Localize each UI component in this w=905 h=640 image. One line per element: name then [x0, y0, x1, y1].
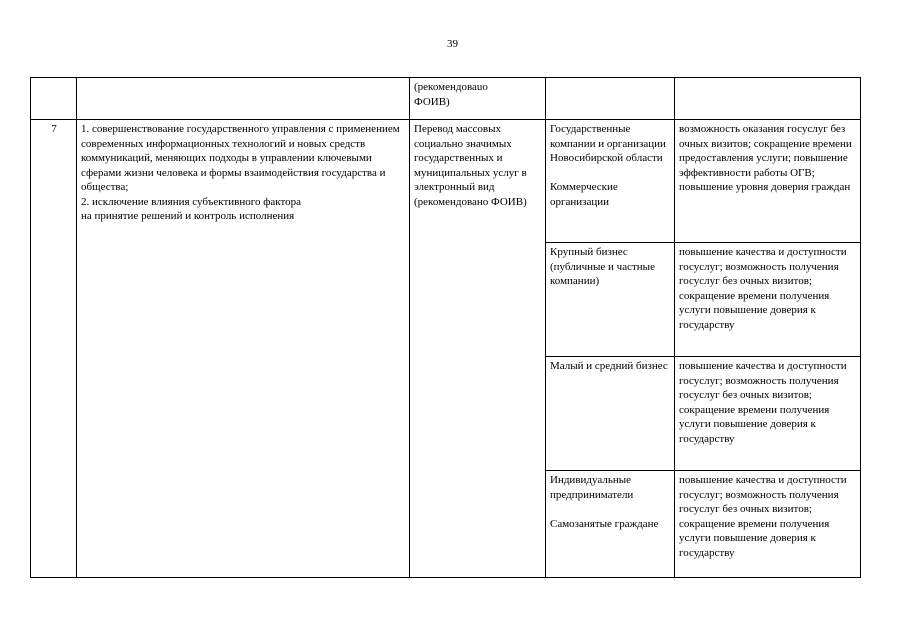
table-cell-effect: [675, 78, 861, 120]
effect-cell: повышение качества и доступности госуслуг; возможность получения госуслуг без очных визитов; сокращение времени получения услуги повышение доверия к государству: [675, 357, 861, 471]
table-cell-subject: [546, 78, 675, 120]
subject-cell: Крупный бизнес (публичные и частные компании): [546, 243, 675, 357]
subject-cell: Малый и средний бизнес: [546, 357, 675, 471]
effect-cell: повышение качества и доступности госуслуг; возможность получения госуслуг без очных визитов; сокращение времени получения услуги повышение доверия к государству: [675, 243, 861, 357]
effect-cell: повышение качества и доступности госуслуг; возможность получения госуслуг без очных визитов; сокращение времени получения услуги повышение доверия к государству: [675, 471, 861, 578]
subject-cell: Индивидуальные предприниматели Самозанятые граждане: [546, 471, 675, 578]
row-number: 7: [31, 120, 77, 578]
document-table: [30, 77, 861, 578]
table-cell-goals: [77, 78, 410, 120]
table-row-continuation: [31, 78, 861, 120]
goals-cell: 1. совершенствование государственного управления с применением современных информационных технологий и новых средств коммуникаций, меняющих подходы в управлении ключевыми сферами жизни человека и формы взаимодействия государства и общества; 2. исключение влияния субъективного фактора на принятие решений и контроль исполнения: [77, 120, 410, 578]
table-cell-number: [31, 78, 77, 120]
subject-cell: Государственные компании и организации Новосибирской области Коммерческие организации: [546, 120, 675, 243]
table-row: [31, 120, 861, 243]
table-cell-service: (рекомендоваuo ФОИВ): [410, 78, 546, 120]
page-number: 39: [447, 38, 458, 50]
effect-cell: возможность оказания госуслуг без очных визитов; сокращение времени предоставления услуги; повышение эффективности работы ОГВ; повышение уровня доверия граждан: [675, 120, 861, 243]
service-cell: Перевод массовых социально значимых государственных и муниципальных услуг в электронный вид (рекомендовано ФОИВ): [410, 120, 546, 578]
